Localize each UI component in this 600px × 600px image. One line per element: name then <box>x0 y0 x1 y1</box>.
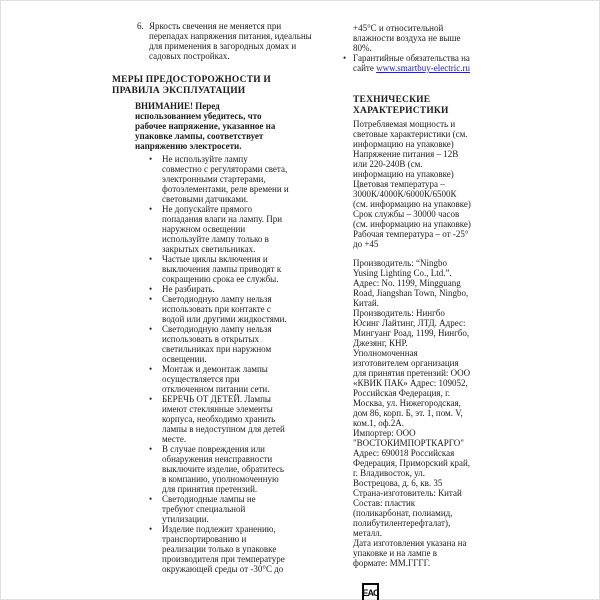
bullet-marker: • <box>149 524 153 534</box>
bullet-text: Светодиодную лампу нельзя использовать в открытых светильниках при наружном освещении. <box>162 324 272 364</box>
list-item <box>149 204 348 254</box>
bullet-text: Частые циклы включения и выключения лампы приводят к сокращению срока ее службы. <box>162 254 282 284</box>
tech-spec-line: Срок службы – 30000 часов (см. информацию на упаковке) <box>353 209 471 229</box>
heading-line: ПРАВИЛА ЭКСПЛУАТАЦИИ <box>112 86 246 96</box>
bullet-text: Не допускайте прямого попадания влаги на лампу. При наружном освещении используйте лампу только в закрытых светильниках. <box>162 204 283 254</box>
list-item <box>149 524 348 574</box>
bullet-marker: • <box>149 364 153 374</box>
bullet-text: Не разбирать. <box>162 284 215 294</box>
bullet-marker: • <box>149 154 153 164</box>
bullet-text: Монтаж и демонтаж лампы осуществляется при отключенном питании сети. <box>162 364 270 394</box>
list-item <box>149 364 348 394</box>
list-item <box>149 324 348 364</box>
item-number: 6. <box>137 21 144 31</box>
heading-line: ТЕХНИЧЕСКИЕ <box>353 95 431 105</box>
list-item <box>149 284 348 294</box>
warranty-list-item <box>343 53 471 73</box>
continuation-text: +45°С и относительной влажности воздуха не выше 80%. <box>353 23 461 53</box>
eac-certification-mark-icon <box>362 583 379 600</box>
bullet-marker: • <box>149 254 153 264</box>
bullet-text: Светодиодную лампу нельзя использовать при контакте с водой или другими жидкостями. <box>162 294 287 324</box>
info-line: Дата изготовления указана на упаковке и на лампе в формате: ММ.ГГГГ. <box>353 538 467 568</box>
info-line: Страна-изготовитель: Китай <box>353 488 462 498</box>
info-line: Уполномоченная изготовителем организация для принятия претензий: ООО «КВИК ПАК» Адрес: 109052, Российская Федерация, г. Москва, ул. Нижегородская, дом 86, корп. Б, эт. 1, пом. V, ком.1, оф.2А. <box>353 348 471 428</box>
info-line: Производитель: Нингбо Юсинг Лайтинг, ЛТД. Адрес: Мингуанг Роад, 1199, Нингбо, Джезянг, КНР. <box>353 308 470 348</box>
section-heading-tech-specs <box>353 95 471 117</box>
manufacturer-info-block <box>353 258 471 568</box>
tech-spec-line: Цветовая температура – 3000К/4000К/6000К/6500К (см. информацию на упаковке) <box>353 179 471 209</box>
bullet-marker: • <box>149 444 153 454</box>
website-link[interactable]: www.smartbuy-electric.ru <box>376 63 470 73</box>
section-heading-precautions <box>112 75 348 97</box>
warning-paragraph: ВНИМАНИЕ! Перед использованием убедитесь, что рабочее напряжение, указанное на упаковке лампы, соответствует напряжению электросети. <box>135 101 276 151</box>
right-column <box>343 23 471 600</box>
warranty-text: Гарантийные обязательства на сайте <box>353 53 470 73</box>
info-line: Состав: пластик (поликарбонат, полиамид, полибутилентерефталат), металл. <box>353 498 453 538</box>
tech-spec-line: Напряжение питания – 12В или 220-240В (см. информацию на упаковке) <box>353 149 459 179</box>
bullet-marker: • <box>149 204 153 214</box>
bullet-marker: • <box>343 53 347 63</box>
tech-spec-line: Рабочая температура – от -25° до +45 <box>353 229 469 249</box>
bullet-text: Светодиодные лампы не требуют специальной утилизации. <box>162 494 256 524</box>
info-line: Импортер: ООО "ВОСТОКИМПОРТКАРГО" Адрес: 690018 Российская Федерация, Приморский край, г. Владивосток, ул. Вострецова, д. 6, кв. 35 <box>353 428 471 488</box>
bullet-text: Изделие подлежит хранению, транспортированию и реализации только в упаковке производителя при температуре окружающей среды от -30°С до <box>162 524 285 574</box>
precautions-bullet-list <box>149 154 348 574</box>
bullet-text: В случае повреждения или обнаружения неисправности выключите изделие, обратитесь в компанию, уполномоченную для принятия претензий. <box>162 444 284 494</box>
heading-line: МЕРЫ ПРЕДОСТОРОЖНОСТИ И <box>112 75 271 85</box>
bullet-marker: • <box>149 394 153 404</box>
list-item <box>149 394 348 444</box>
tech-spec-line: Потребляемая мощность и световые характеристики (см. информацию на упаковке) <box>353 119 468 149</box>
list-item <box>149 154 348 204</box>
item-text: Яркость свечения не меняется при перепадах напряжения питания, идеальны для применения в загородных домах и садовых постройках. <box>149 21 312 61</box>
left-column <box>112 21 348 574</box>
numbered-list-item-6 <box>112 21 348 61</box>
bullet-marker: • <box>149 284 153 294</box>
bullet-marker: • <box>149 294 153 304</box>
list-item <box>149 444 348 494</box>
bullet-text: Не используйте лампу совместно с регуляторами света, электронными стартерами, фотоэлементами, реле времени и световыми датчиками. <box>162 154 289 204</box>
list-item <box>149 494 348 524</box>
bullet-text: БЕРЕЧЬ ОТ ДЕТЕЙ. Лампы имеют стеклянные элементы корпуса, необходимо хранить лампы в недоступном для детей месте. <box>162 394 285 444</box>
eac-letters: ЕАС <box>362 587 379 598</box>
list-item <box>149 254 348 284</box>
list-item <box>149 294 348 324</box>
info-line: Производитель: “Ningbo Yusing Lighting Co., Ltd.”. Адрес: No. 1199, Mingguang Road, Jiangshan Town, Ningbo, Китай. <box>353 258 469 308</box>
bullet-marker: • <box>149 494 153 504</box>
tech-specs-block <box>353 119 471 249</box>
heading-line: ХАРАКТЕРИСТИКИ <box>353 106 449 116</box>
bullet-marker: • <box>149 324 153 334</box>
